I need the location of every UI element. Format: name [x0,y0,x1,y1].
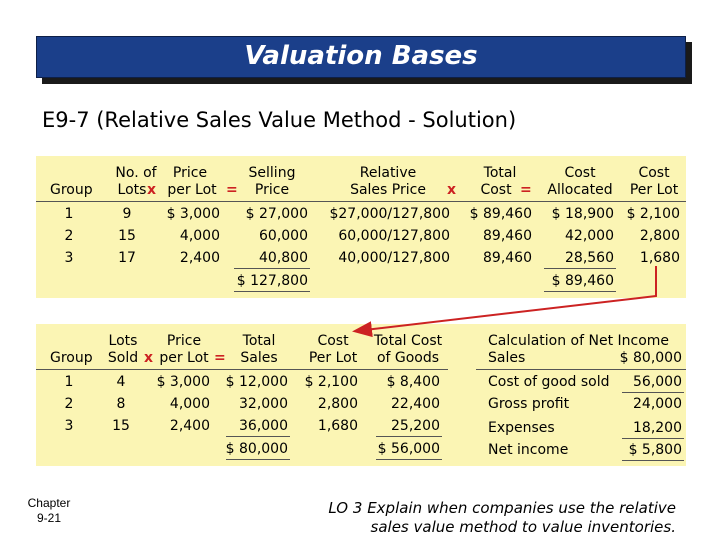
equals-operator: = [214,350,226,366]
header-lots-sold-2: Sold [107,350,139,366]
times-operator: x [144,350,154,366]
net-income-label: Sales [488,350,526,366]
exercise-subtitle: E9-7 (Relative Sales Value Method - Solution) [42,108,517,132]
cell-cost-per-lot: $ 2,100 [626,206,680,222]
cell-total-cost: 89,460 [483,250,532,266]
cell-cost-allocated: 42,000 [565,228,614,244]
page-number: 9-21 [36,511,62,525]
cell-price: 2,400 [179,250,220,266]
chapter-text: Chapter [27,496,71,510]
net-income-value: 24,000 [633,396,682,412]
cell-total-cost-goods: 25,200 [391,418,440,434]
net-income-label: Expenses [488,420,555,436]
cell-group: 3 [64,250,74,266]
slide-title: Valuation Bases [244,41,478,71]
cell-cost-per-lot: 1,680 [639,250,680,266]
cell-lots: 15 [118,228,136,244]
header-cost-allocated-1: Cost [564,165,596,181]
cell-total-sales: 32,000 [239,396,288,412]
header-total-cost-goods-1: Total Cost [373,333,443,349]
times-operator: x [447,182,457,198]
cell-relative: $27,000/127,800 [329,206,450,222]
cell-group: 1 [64,206,74,222]
header-total-cost-2: Cost [480,182,512,198]
net-income-value: 18,200 [633,420,682,436]
cell-price: 4,000 [179,228,220,244]
cell-group: 2 [64,228,74,244]
header-relative-2: Sales Price [350,182,426,198]
chapter-label [14,496,84,526]
total-cost-allocated: $ 89,460 [551,273,614,289]
equals-operator: = [520,182,532,198]
cell-total-sales: $ 12,000 [225,374,288,390]
header-total-cost-goods-2: of Goods [376,350,440,366]
cell-selling: 40,800 [259,250,308,266]
header-cost-per-lot-1: Cost [317,333,349,349]
cell-total-cost: 89,460 [483,228,532,244]
times-operator: x [147,182,157,198]
header-price-2: per Lot [167,182,217,198]
cell-total-sales: 36,000 [239,418,288,434]
cell-lots-sold: 8 [116,396,126,412]
cell-lots: 17 [118,250,136,266]
total-cost-goods: $ 56,000 [377,441,440,457]
cell-total-cost-goods: 22,400 [391,396,440,412]
equals-operator: = [226,182,238,198]
cell-cost-allocated: 28,560 [565,250,614,266]
cell-lots-sold: 4 [116,374,126,390]
header-cost-per-lot-1: Cost [638,165,670,181]
net-income-value: $ 5,800 [628,442,682,458]
cell-price: 4,000 [169,396,210,412]
total-selling-price: $ 127,800 [236,273,308,289]
net-income-title: Calculation of Net Income [488,333,670,349]
cell-relative: 60,000/127,800 [338,228,450,244]
header-total-cost-1: Total [483,165,517,181]
header-group: Group [50,350,93,366]
header-lots-sold-1: Lots [108,333,138,349]
header-price-2: per Lot [159,350,209,366]
net-income-value: 56,000 [633,374,682,390]
header-cost-per-lot-2: Per Lot [308,350,358,366]
net-income-label: Gross profit [488,396,570,412]
cell-relative: 40,000/127,800 [338,250,450,266]
cell-cost-per-lot: $ 2,100 [304,374,358,390]
header-price-1: Price [166,333,202,349]
cell-selling: 60,000 [259,228,308,244]
header-lots-1: No. of [115,165,157,181]
cell-cost-allocated: $ 18,900 [551,206,614,222]
cell-cost-per-lot: 2,800 [317,396,358,412]
net-income-label: Cost of good sold [488,374,610,390]
net-income-label: Net income [488,442,569,458]
header-selling-1: Selling [248,165,296,181]
cell-selling: $ 27,000 [245,206,308,222]
header-relative-1: Relative [359,165,417,181]
total-sales: $ 80,000 [225,441,288,457]
header-total-sales-2: Sales [240,350,278,366]
learning-objective-line-2: sales value method to value inventories. [370,518,676,536]
cell-price: $ 3,000 [166,206,220,222]
cell-group: 1 [64,374,74,390]
header-cost-allocated-2: Allocated [547,182,613,198]
cell-price: $ 3,000 [156,374,210,390]
header-selling-2: Price [254,182,290,198]
learning-objective-line-1: LO 3 Explain when companies use the relative [328,499,676,517]
header-total-sales-1: Total [242,333,276,349]
header-cost-per-lot-2: Per Lot [629,182,679,198]
cell-group: 2 [64,396,74,412]
learning-objective [300,499,676,537]
cell-group: 3 [64,418,74,434]
header-lots-2: Lots [117,182,147,198]
cell-price: 2,400 [169,418,210,434]
cell-total-cost: $ 89,460 [469,206,532,222]
cell-cost-per-lot: 2,800 [639,228,680,244]
header-price-1: Price [172,165,208,181]
cell-cost-per-lot: 1,680 [317,418,358,434]
cell-lots: 9 [122,206,132,222]
net-income-value: $ 80,000 [619,350,682,366]
header-group: Group [50,182,93,198]
cell-total-cost-goods: $ 8,400 [386,374,440,390]
cell-lots-sold: 15 [112,418,130,434]
